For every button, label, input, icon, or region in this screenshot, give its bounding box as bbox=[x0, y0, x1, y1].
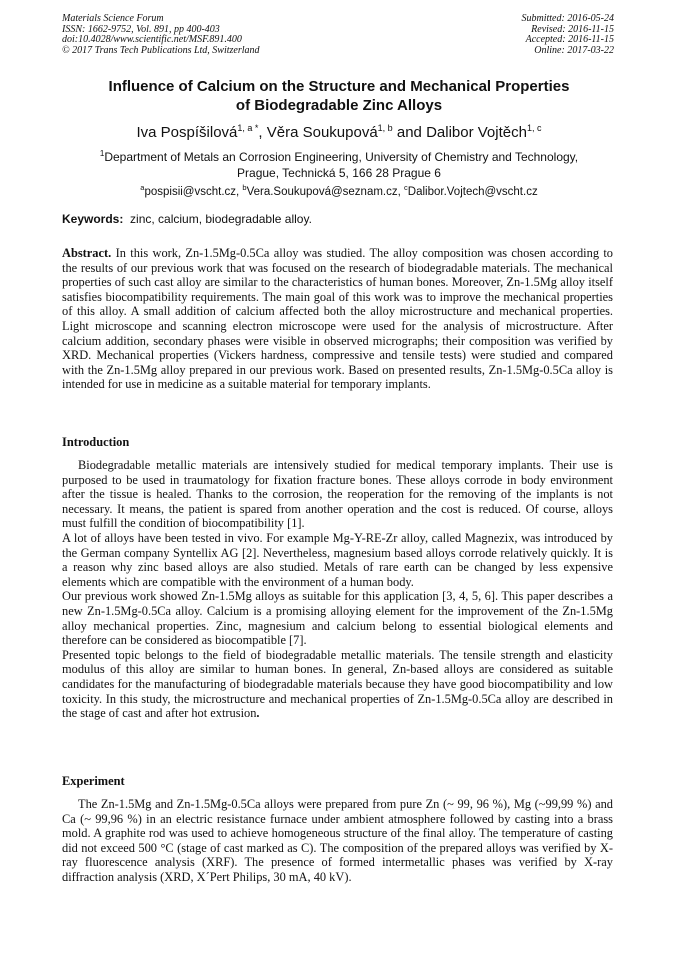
intro-paragraph: A lot of alloys have been tested in vivo. For example Mg-Y-RE-Zr alloy, called Magnezix, was introduced by the German company Syntellix AG [2]. Nevertheless, magnesium based alloys corrode relatively quickly. It is a reason why zinc based alloys are also studied. Metals of rare earth can be changed by less expensive elements which are compatible with the environment of a human body. bbox=[62, 530, 613, 589]
intro-paragraph: Biodegradable metallic materials are intensively studied for medical temporary implants. Their use is purposed to be used in traumatology for fixation fracture bones. These alloys corrode in body environment after the tissue is healed. Thanks to the corrosion, the reoperation for the removing of the implants is not necessary. It means, the patient is spared from another operation and the cost is reduced. Of course, alloys must fulfill the condition of biocompatibility [1]. bbox=[62, 458, 613, 531]
author-2: Věra Soukupová bbox=[266, 124, 378, 141]
author-emails bbox=[40, 181, 638, 199]
keywords-text: zinc, calcium, biodegradable alloy. bbox=[130, 212, 312, 226]
introduction-heading: Introduction bbox=[62, 435, 130, 449]
intro-paragraph-text: Presented topic belongs to the field of biodegradable metallic materials. The tensile strength and elasticity modulus of this alloy are similar to human bones. In general, Zn-based alloys are considered as suitable candidates for the manufacturing of biodegradable materials because they have good biocompatibility and low toxicity. In this study, the microstructure and mechanical properties of Zn-1.5Mg-0.5Ca alloy are described in the stage of cast and after hot extrusion bbox=[62, 647, 613, 721]
keywords bbox=[62, 212, 618, 227]
author-1-affil: 1, a * bbox=[237, 123, 259, 133]
abstract-label: Abstract. bbox=[62, 246, 112, 260]
author-list bbox=[40, 119, 638, 142]
author-separator: and bbox=[392, 124, 427, 141]
author-2-affil: 1, b bbox=[377, 123, 393, 133]
submitted-date: Submitted: 2016-05-24 bbox=[521, 13, 614, 24]
email-b: Vera.Soukupová@seznam.cz, bbox=[246, 185, 405, 198]
doi-line: doi:10.4028/www.scientific.net/MSF.891.400 bbox=[62, 34, 242, 46]
intro-paragraph: Our previous work showed Zn-1.5Mg alloys as suitable for this application [3, 4, 5, 6]. This paper describes a new Zn-1.5Mg-0.5Ca alloy. Calcium is a promising alloying element for the improvement of the Zn-1.5Mg alloy mechanical properties. Zinc, magnesium and calcium belong to essential biological elements and therefore can be considered as biocompatible [7]. bbox=[62, 589, 613, 648]
email-a: pospisii@vscht.cz, bbox=[144, 185, 243, 198]
abstract bbox=[62, 246, 613, 392]
affiliation bbox=[40, 146, 638, 181]
introduction-body bbox=[62, 458, 613, 721]
author-separator: , bbox=[258, 124, 267, 141]
experiment-paragraph: The Zn-1.5Mg and Zn-1.5Mg-0.5Ca alloys were prepared from pure Zn (~ 99, 96 %), Mg (~99,99 %) and Ca (~ 99,96 %) in an electric resistance furnace under ambient atmosphere followed by casting into a brass mold. A graphite rod was used to achieve homogeneous structure of the final alloy. The temperature of casting did not exceed 500 °C (stage of cast marked as C). The composition of the prepared alloys was verified by X-ray fluorescence analysis (XRF). The presence of formed intermetallic phases was verified by X-ray diffraction analysis (XRD, X´Pert Philips, 30 mA, 40 kV). bbox=[62, 797, 613, 884]
copyright-line: © 2017 Trans Tech Publications Ltd, Switzerland bbox=[62, 44, 260, 56]
experiment-body bbox=[62, 797, 613, 885]
revised-date: Revised: 2016-11-15 bbox=[531, 23, 614, 35]
online-date: Online: 2017-03-22 bbox=[534, 44, 614, 56]
email-a-marker: a bbox=[140, 183, 145, 192]
paper-title bbox=[40, 78, 638, 115]
intro-paragraph-end: . bbox=[256, 706, 260, 721]
experiment-heading: Experiment bbox=[62, 774, 125, 788]
abstract-text: In this work, Zn-1.5Mg-0.5Ca alloy was studied. The alloy composition was chosen according to the results of our previous work that was focused on the research of biodegradable materials. The mechanical properties of such cast alloy are similar to the characteristics of human bones. Moreover, Zn-1.5Mg alloy itself satisfies biocompatibility requirements. The main goal of this work was to improve the mechanical properties of this alloy. A small addition of calcium affected both the alloy microstructure and mechanical properties. Light microscope and scanning electron microscope were used for the analysis of microstructure. After calcium addition, secondary phases were visible in observed micrographs; their composition was verified by XRD. Mechanical properties (Vickers hardness, compressive and tensile tests) were studied and compared with the Zn-1.5Mg alloy prepared in our previous work. Based on presented results, Zn-1.5Mg-0.5Ca alloy is intended for use in medicine as a suitable material for temporary implants. bbox=[62, 246, 614, 392]
email-b-marker: b bbox=[242, 183, 247, 192]
email-c-marker: c bbox=[404, 183, 408, 192]
accepted-date: Accepted: 2016-11-15 bbox=[525, 34, 614, 46]
email-c: Dalibor.Vojtech@vscht.cz bbox=[407, 185, 538, 198]
submission-dates bbox=[522, 14, 615, 56]
affiliation-line-2: Prague, Technická 5, 166 28 Prague 6 bbox=[237, 165, 441, 180]
journal-name: Materials Science Forum bbox=[62, 13, 164, 24]
title-line-1: Influence of Calcium on the Structure and Mechanical Properties bbox=[108, 78, 570, 95]
author-3: Dalibor Vojtěch bbox=[426, 124, 527, 141]
intro-paragraph bbox=[62, 648, 613, 721]
journal-info bbox=[62, 14, 260, 56]
title-line-2: of Biodegradable Zinc Alloys bbox=[235, 96, 443, 114]
issn-line: ISSN: 1662-9752, Vol. 891, pp 400-403 bbox=[62, 23, 220, 35]
affiliation-marker: 1 bbox=[99, 149, 105, 158]
author-3-affil: 1, c bbox=[526, 123, 542, 133]
affiliation-line-1: Department of Metals an Corrosion Engineering, University of Chemistry and Technology, bbox=[104, 150, 579, 164]
keywords-label: Keywords: bbox=[62, 212, 124, 226]
author-1: Iva Pospíšilová bbox=[136, 124, 238, 141]
